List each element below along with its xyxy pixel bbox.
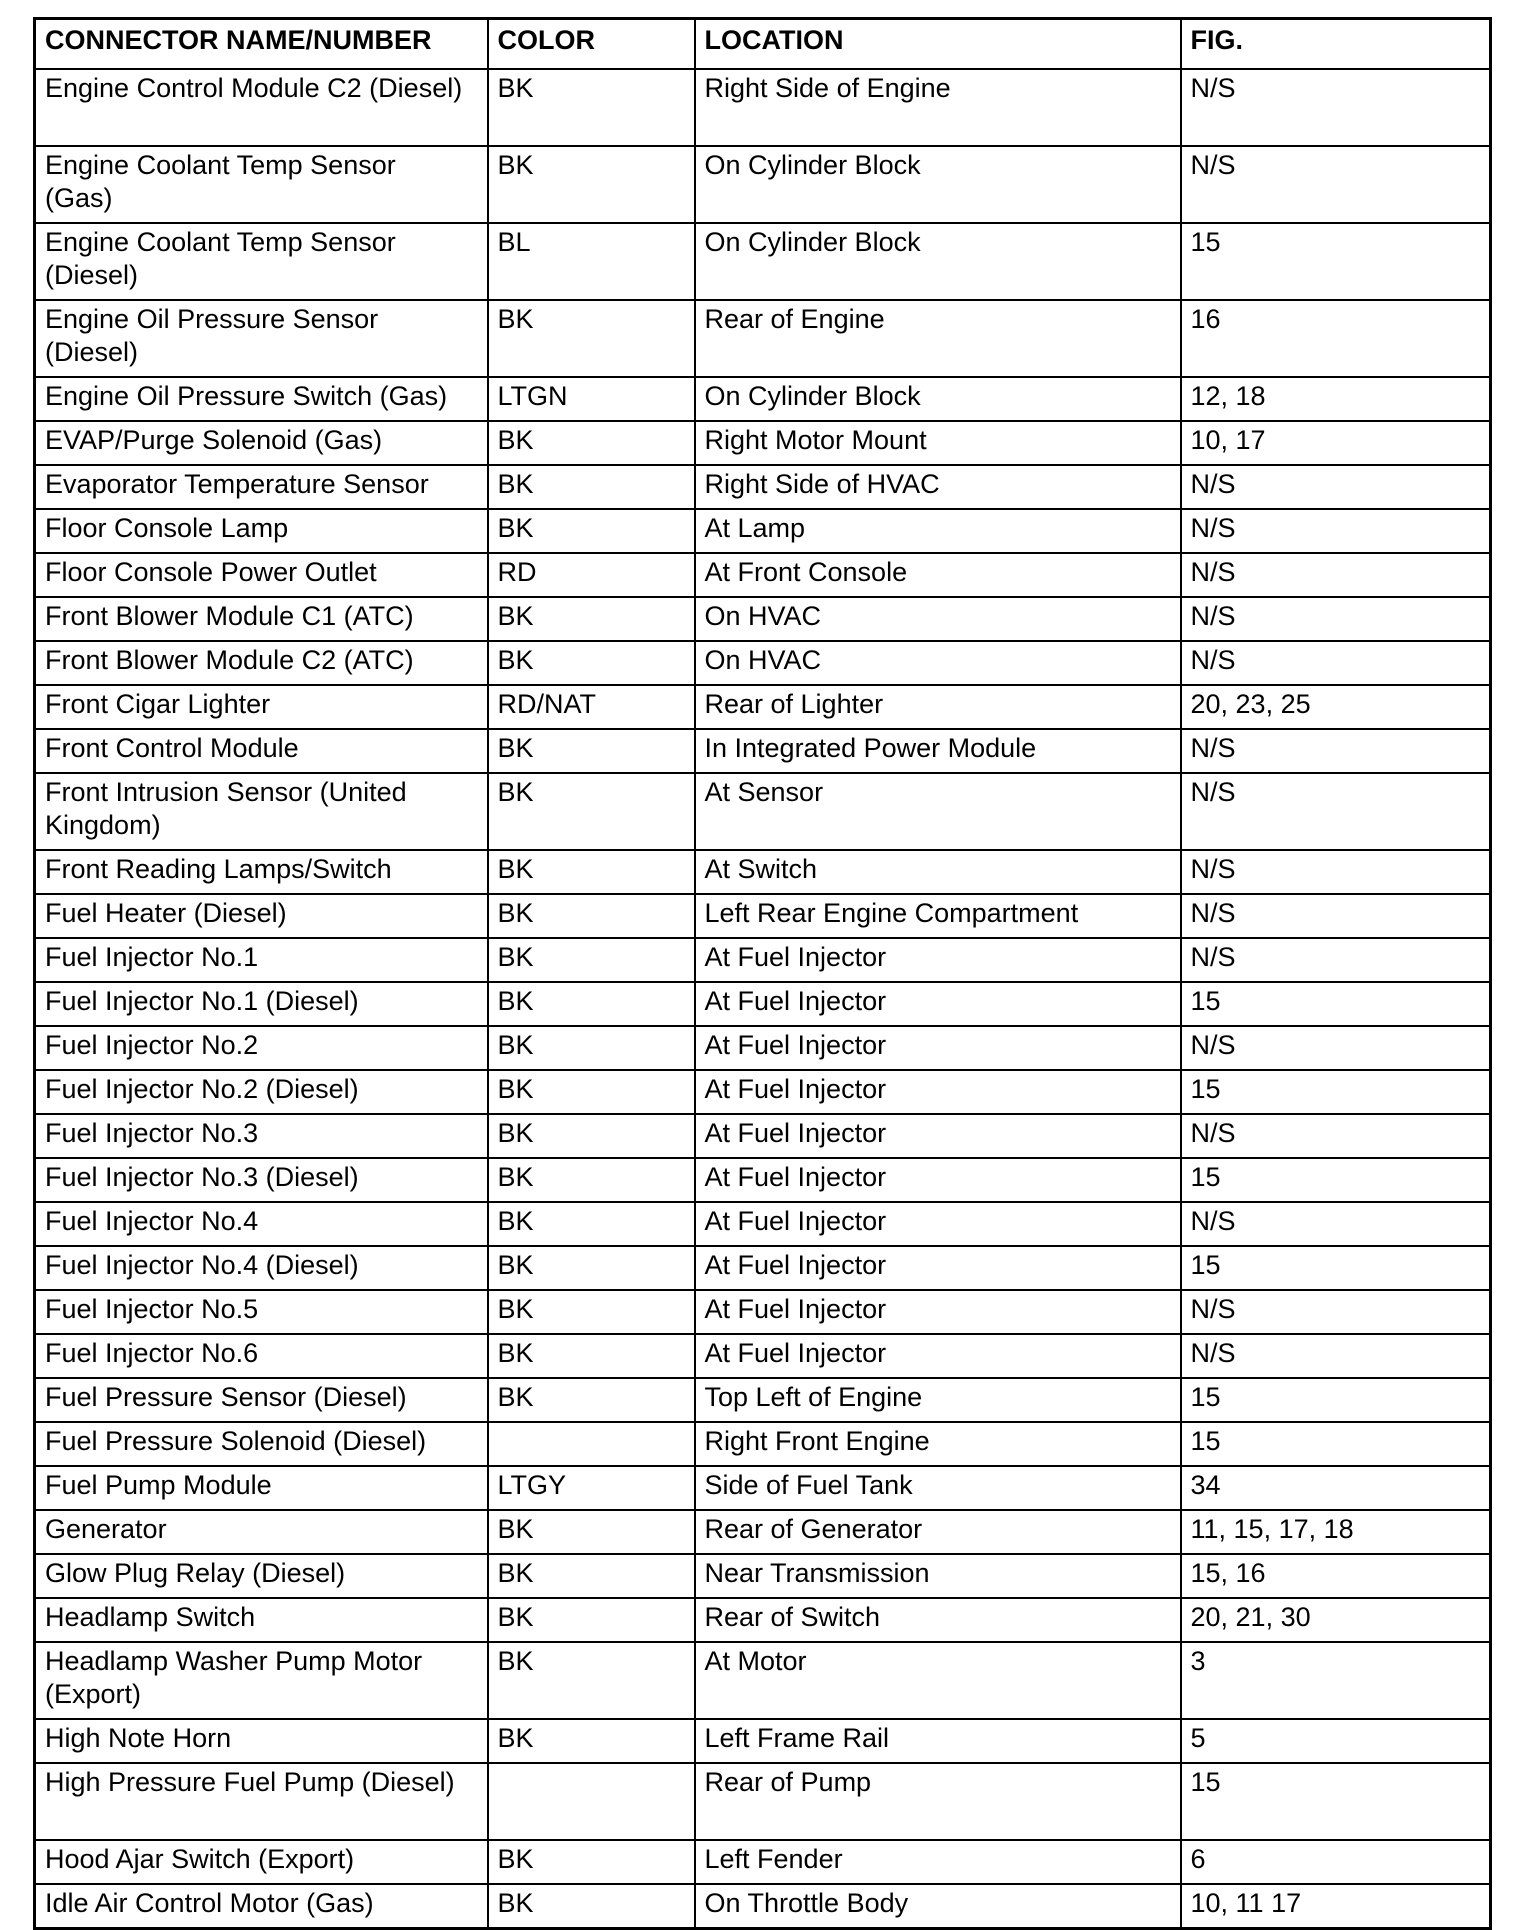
cell-fig: N/S — [1181, 1202, 1491, 1246]
table-row — [35, 1202, 1491, 1246]
cell-color: BL — [488, 223, 695, 300]
cell-color: BK — [488, 597, 695, 641]
cell-location: Right Side of HVAC — [695, 465, 1181, 509]
table-row — [35, 1466, 1491, 1510]
cell-location: Left Frame Rail — [695, 1719, 1181, 1763]
cell-color: LTGN — [488, 377, 695, 421]
cell-color: BK — [488, 69, 695, 146]
cell-fig: N/S — [1181, 69, 1491, 146]
cell-connector-name: Fuel Injector No.1 — [35, 938, 488, 982]
cell-connector-name: Fuel Injector No.2 (Diesel) — [35, 1070, 488, 1114]
table-body — [35, 69, 1491, 1929]
cell-location: Right Front Engine — [695, 1422, 1181, 1466]
cell-connector-name: High Pressure Fuel Pump (Diesel) — [35, 1763, 488, 1840]
table-row — [35, 894, 1491, 938]
cell-color: BK — [488, 1642, 695, 1719]
cell-fig: 15 — [1181, 1246, 1491, 1290]
cell-location: Rear of Engine — [695, 300, 1181, 377]
cell-connector-name: Fuel Injector No.5 — [35, 1290, 488, 1334]
cell-location: At Fuel Injector — [695, 1334, 1181, 1378]
cell-color: LTGY — [488, 1466, 695, 1510]
cell-fig: N/S — [1181, 938, 1491, 982]
cell-fig: 15 — [1181, 1158, 1491, 1202]
cell-connector-name: Headlamp Washer Pump Motor (Export) — [35, 1642, 488, 1719]
cell-fig: N/S — [1181, 1026, 1491, 1070]
cell-location: At Fuel Injector — [695, 1202, 1181, 1246]
table-row — [35, 421, 1491, 465]
header-connector-name: CONNECTOR NAME/NUMBER — [35, 19, 488, 70]
cell-fig: 20, 21, 30 — [1181, 1598, 1491, 1642]
cell-connector-name: Fuel Injector No.6 — [35, 1334, 488, 1378]
cell-location: At Motor — [695, 1642, 1181, 1719]
cell-connector-name: Fuel Injector No.4 (Diesel) — [35, 1246, 488, 1290]
cell-location: At Fuel Injector — [695, 1246, 1181, 1290]
cell-location: Left Fender — [695, 1840, 1181, 1884]
table-row — [35, 1642, 1491, 1719]
table-row — [35, 1840, 1491, 1884]
cell-connector-name: Fuel Injector No.3 — [35, 1114, 488, 1158]
cell-connector-name: EVAP/Purge Solenoid (Gas) — [35, 421, 488, 465]
cell-fig: 15 — [1181, 1378, 1491, 1422]
cell-location: At Switch — [695, 850, 1181, 894]
cell-connector-name: Front Cigar Lighter — [35, 685, 488, 729]
cell-color: BK — [488, 421, 695, 465]
cell-connector-name: Floor Console Lamp — [35, 509, 488, 553]
cell-connector-name: Engine Coolant Temp Sensor (Gas) — [35, 146, 488, 223]
cell-connector-name: Front Intrusion Sensor (United Kingdom) — [35, 773, 488, 850]
cell-location: Rear of Switch — [695, 1598, 1181, 1642]
cell-color: BK — [488, 1246, 695, 1290]
cell-fig: N/S — [1181, 894, 1491, 938]
cell-fig: 15 — [1181, 1422, 1491, 1466]
cell-fig: N/S — [1181, 553, 1491, 597]
cell-location: At Sensor — [695, 773, 1181, 850]
cell-connector-name: Fuel Injector No.4 — [35, 1202, 488, 1246]
cell-color: BK — [488, 1598, 695, 1642]
connector-table — [33, 17, 1492, 1930]
cell-color: BK — [488, 1884, 695, 1929]
cell-color: BK — [488, 1378, 695, 1422]
cell-color: BK — [488, 982, 695, 1026]
cell-connector-name: Fuel Injector No.1 (Diesel) — [35, 982, 488, 1026]
cell-location: On Cylinder Block — [695, 377, 1181, 421]
cell-color: BK — [488, 146, 695, 223]
cell-color: BK — [488, 1290, 695, 1334]
table-row — [35, 1114, 1491, 1158]
cell-fig: 16 — [1181, 300, 1491, 377]
cell-color: RD — [488, 553, 695, 597]
cell-fig: N/S — [1181, 1290, 1491, 1334]
table-row — [35, 465, 1491, 509]
cell-color: BK — [488, 1202, 695, 1246]
cell-connector-name: Engine Oil Pressure Switch (Gas) — [35, 377, 488, 421]
cell-fig: 20, 23, 25 — [1181, 685, 1491, 729]
cell-color: BK — [488, 1070, 695, 1114]
table-row — [35, 1070, 1491, 1114]
table-row — [35, 1378, 1491, 1422]
cell-location: On Cylinder Block — [695, 223, 1181, 300]
cell-fig: 34 — [1181, 1466, 1491, 1510]
cell-fig: N/S — [1181, 1334, 1491, 1378]
table-row — [35, 773, 1491, 850]
cell-fig: N/S — [1181, 465, 1491, 509]
cell-location: At Fuel Injector — [695, 1290, 1181, 1334]
cell-color: BK — [488, 1158, 695, 1202]
cell-connector-name: Floor Console Power Outlet — [35, 553, 488, 597]
cell-location: On HVAC — [695, 641, 1181, 685]
cell-fig: 15 — [1181, 982, 1491, 1026]
table-row — [35, 1158, 1491, 1202]
cell-fig: 15, 16 — [1181, 1554, 1491, 1598]
table-row — [35, 1510, 1491, 1554]
cell-location: Top Left of Engine — [695, 1378, 1181, 1422]
cell-fig: N/S — [1181, 729, 1491, 773]
cell-location: At Lamp — [695, 509, 1181, 553]
cell-color: BK — [488, 773, 695, 850]
cell-fig: 10, 17 — [1181, 421, 1491, 465]
cell-location: Side of Fuel Tank — [695, 1466, 1181, 1510]
cell-color: BK — [488, 509, 695, 553]
cell-connector-name: Fuel Injector No.3 (Diesel) — [35, 1158, 488, 1202]
header-color: COLOR — [488, 19, 695, 70]
table-row — [35, 938, 1491, 982]
cell-connector-name: Generator — [35, 1510, 488, 1554]
cell-color: BK — [488, 729, 695, 773]
cell-fig: N/S — [1181, 773, 1491, 850]
cell-location: At Fuel Injector — [695, 982, 1181, 1026]
cell-fig: N/S — [1181, 509, 1491, 553]
table-row — [35, 982, 1491, 1026]
cell-location: Right Side of Engine — [695, 69, 1181, 146]
cell-connector-name: Engine Control Module C2 (Diesel) — [35, 69, 488, 146]
cell-location: At Fuel Injector — [695, 938, 1181, 982]
table-row — [35, 1334, 1491, 1378]
cell-fig: 15 — [1181, 223, 1491, 300]
cell-fig: 5 — [1181, 1719, 1491, 1763]
table-row — [35, 146, 1491, 223]
table-row — [35, 377, 1491, 421]
cell-location: At Fuel Injector — [695, 1070, 1181, 1114]
cell-fig: N/S — [1181, 146, 1491, 223]
cell-connector-name: Fuel Injector No.2 — [35, 1026, 488, 1070]
table-row — [35, 1719, 1491, 1763]
cell-connector-name: Front Blower Module C2 (ATC) — [35, 641, 488, 685]
cell-fig: N/S — [1181, 641, 1491, 685]
table-row — [35, 685, 1491, 729]
cell-connector-name: Headlamp Switch — [35, 1598, 488, 1642]
table-row — [35, 553, 1491, 597]
cell-connector-name: Front Blower Module C1 (ATC) — [35, 597, 488, 641]
cell-location: At Front Console — [695, 553, 1181, 597]
table-row — [35, 1422, 1491, 1466]
table-row — [35, 1763, 1491, 1840]
cell-location: On HVAC — [695, 597, 1181, 641]
cell-connector-name: Evaporator Temperature Sensor — [35, 465, 488, 509]
cell-color: BK — [488, 850, 695, 894]
cell-color: BK — [488, 1334, 695, 1378]
cell-color: BK — [488, 1114, 695, 1158]
cell-color: BK — [488, 465, 695, 509]
cell-color: RD/NAT — [488, 685, 695, 729]
cell-connector-name: Glow Plug Relay (Diesel) — [35, 1554, 488, 1598]
cell-location: At Fuel Injector — [695, 1158, 1181, 1202]
cell-connector-name: Fuel Pressure Sensor (Diesel) — [35, 1378, 488, 1422]
table-row — [35, 641, 1491, 685]
cell-connector-name: Fuel Pump Module — [35, 1466, 488, 1510]
table-row — [35, 1246, 1491, 1290]
cell-color: BK — [488, 1026, 695, 1070]
cell-connector-name: Front Reading Lamps/Switch — [35, 850, 488, 894]
cell-location: At Fuel Injector — [695, 1114, 1181, 1158]
table-row — [35, 1290, 1491, 1334]
table-row — [35, 729, 1491, 773]
cell-connector-name: Fuel Heater (Diesel) — [35, 894, 488, 938]
cell-connector-name: Engine Coolant Temp Sensor (Diesel) — [35, 223, 488, 300]
table-row — [35, 597, 1491, 641]
cell-fig: 12, 18 — [1181, 377, 1491, 421]
cell-color: BK — [488, 1719, 695, 1763]
cell-connector-name: Hood Ajar Switch (Export) — [35, 1840, 488, 1884]
cell-color — [488, 1763, 695, 1840]
cell-color: BK — [488, 1510, 695, 1554]
cell-location: In Integrated Power Module — [695, 729, 1181, 773]
cell-fig: N/S — [1181, 850, 1491, 894]
cell-fig: 6 — [1181, 1840, 1491, 1884]
cell-fig: 15 — [1181, 1763, 1491, 1840]
cell-fig: 15 — [1181, 1070, 1491, 1114]
cell-color: BK — [488, 894, 695, 938]
table-row — [35, 850, 1491, 894]
cell-location: Right Motor Mount — [695, 421, 1181, 465]
table-row — [35, 1598, 1491, 1642]
cell-connector-name: Engine Oil Pressure Sensor (Diesel) — [35, 300, 488, 377]
cell-location: On Cylinder Block — [695, 146, 1181, 223]
cell-location: Near Transmission — [695, 1554, 1181, 1598]
cell-connector-name: Idle Air Control Motor (Gas) — [35, 1884, 488, 1929]
header-row — [35, 19, 1491, 70]
cell-location: On Throttle Body — [695, 1884, 1181, 1929]
table-row — [35, 223, 1491, 300]
cell-fig: N/S — [1181, 597, 1491, 641]
cell-color — [488, 1422, 695, 1466]
cell-location: Rear of Generator — [695, 1510, 1181, 1554]
cell-connector-name: Front Control Module — [35, 729, 488, 773]
cell-color: BK — [488, 1554, 695, 1598]
table-row — [35, 69, 1491, 146]
cell-fig: 11, 15, 17, 18 — [1181, 1510, 1491, 1554]
cell-connector-name: Fuel Pressure Solenoid (Diesel) — [35, 1422, 488, 1466]
cell-location: Rear of Lighter — [695, 685, 1181, 729]
cell-color: BK — [488, 938, 695, 982]
header-fig: FIG. — [1181, 19, 1491, 70]
cell-location: Rear of Pump — [695, 1763, 1181, 1840]
cell-fig: 10, 11 17 — [1181, 1884, 1491, 1929]
table-row — [35, 1554, 1491, 1598]
cell-color: BK — [488, 300, 695, 377]
cell-color: BK — [488, 1840, 695, 1884]
cell-location: At Fuel Injector — [695, 1026, 1181, 1070]
cell-location: Left Rear Engine Compartment — [695, 894, 1181, 938]
cell-color: BK — [488, 641, 695, 685]
table-row — [35, 300, 1491, 377]
table-row — [35, 1884, 1491, 1929]
header-location: LOCATION — [695, 19, 1181, 70]
cell-fig: 3 — [1181, 1642, 1491, 1719]
table-row — [35, 509, 1491, 553]
cell-connector-name: High Note Horn — [35, 1719, 488, 1763]
table-row — [35, 1026, 1491, 1070]
cell-fig: N/S — [1181, 1114, 1491, 1158]
